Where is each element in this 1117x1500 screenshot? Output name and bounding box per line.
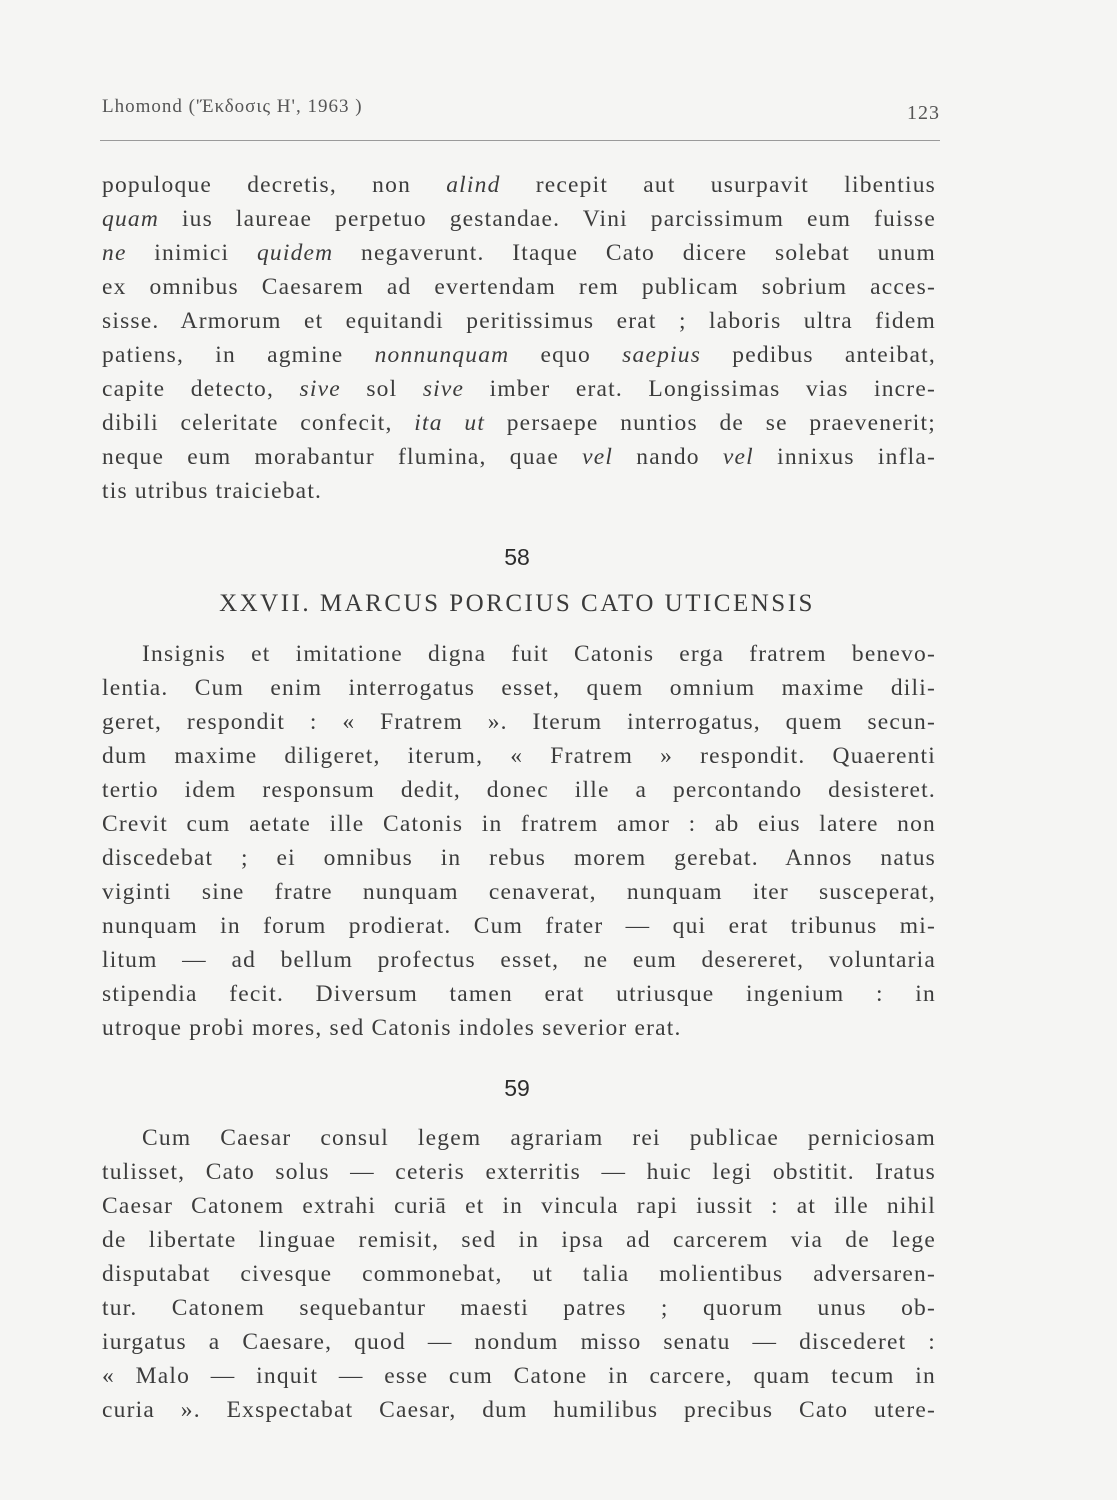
text-line: tertio idem responsum dedit, donec ille a percontando desisteret. (102, 777, 936, 803)
text-line: geret, respondit : « Fratrem ». Iterum interrogatus, quem secun- (102, 709, 936, 735)
text-line: tulisset, Cato solus — ceteris exterritis — huic legi obstitit. Iratus (102, 1159, 936, 1185)
text-line: capite detecto, sive sol sive imber erat. Longissimas vias incre- (102, 376, 936, 402)
text-line: stipendia fecit. Diversum tamen erat utriusque ingenium : in (102, 981, 936, 1007)
running-header (102, 92, 940, 126)
page-number: 123 (907, 102, 940, 124)
continuation-paragraph (102, 168, 936, 508)
section-number-58: 58 (504, 544, 530, 570)
text-line: dum maxime diligeret, iterum, « Fratrem » respondit. Quaerenti (102, 743, 936, 769)
text-line: Crevit cum aetate ille Catonis in fratrem amor : ab eius latere non (102, 811, 936, 837)
text-line: Cum Caesar consul legem agrariam rei publicae perniciosam (142, 1125, 936, 1151)
text-line: tis utribus traiciebat. (102, 478, 323, 504)
text-line: sisse. Armorum et equitandi peritissimus erat ; laboris ultra fidem (102, 308, 936, 334)
section-number-59: 59 (504, 1075, 530, 1101)
text-line: utroque probi mores, sed Catonis indoles severior erat. (102, 1015, 682, 1041)
header-title: Lhomond ('Έκδοσις Η', 1963 ) (102, 96, 363, 117)
text-line: ex omnibus Caesarem ad evertendam rem publicam sobrium acces- (102, 274, 936, 300)
header-rule (100, 140, 940, 141)
text-line: curia ». Exspectabat Caesar, dum humilibus precibus Cato utere- (102, 1397, 936, 1423)
text-line: de libertate linguae remisit, sed in ipsa ad carcerem via de lege (102, 1227, 936, 1253)
text-line: quam ius laureae perpetuo gestandae. Vini parcissimum eum fuisse (102, 206, 936, 232)
text-line: viginti sine fratre nunquam cenaverat, nunquam iter susceperat, (102, 879, 936, 905)
text-line: neque eum morabantur flumina, quae vel nando vel innixus infla- (102, 444, 936, 470)
text-line: populoque decretis, non alind recepit aut usurpavit libentius (102, 172, 936, 198)
text-line: iurgatus a Caesare, quod — nondum misso senatu — discederet : (102, 1329, 936, 1355)
text-line: dibili celeritate confecit, ita ut persaepe nuntios de se praevenerit; (102, 410, 936, 436)
text-line: discedebat ; ei omnibus in rebus morem gerebat. Annos natus (102, 845, 936, 871)
paragraph-59 (102, 1121, 936, 1427)
text-line: patiens, in agmine nonnunquam equo saepius pedibus anteibat, (102, 342, 936, 368)
text-line: litum — ad bellum profectus esset, ne eum desereret, voluntaria (102, 947, 936, 973)
text-line: disputabat civesque commonebat, ut talia molientibus adversaren- (102, 1261, 936, 1287)
text-line: Caesar Catonem extrahi curiā et in vincula rapi iussit : at ille nihil (102, 1193, 936, 1219)
text-line: ne inimici quidem negaverunt. Itaque Cato dicere solebat unum (102, 240, 936, 266)
chapter-title: XXVII. MARCUS PORCIUS CATO UTICENSIS (219, 590, 815, 617)
text-line: tur. Catonem sequebantur maesti patres ; quorum unus ob- (102, 1295, 936, 1321)
text-line: « Malo — inquit — esse cum Catone in carcere, quam tecum in (102, 1363, 936, 1389)
paragraph-58 (102, 637, 936, 1045)
text-line: lentia. Cum enim interrogatus esset, quem omnium maxime dili- (102, 675, 936, 701)
text-line: Insignis et imitatione digna fuit Catonis erga fratrem benevo- (142, 641, 936, 667)
text-line: nunquam in forum prodierat. Cum frater — qui erat tribunus mi- (102, 913, 936, 939)
